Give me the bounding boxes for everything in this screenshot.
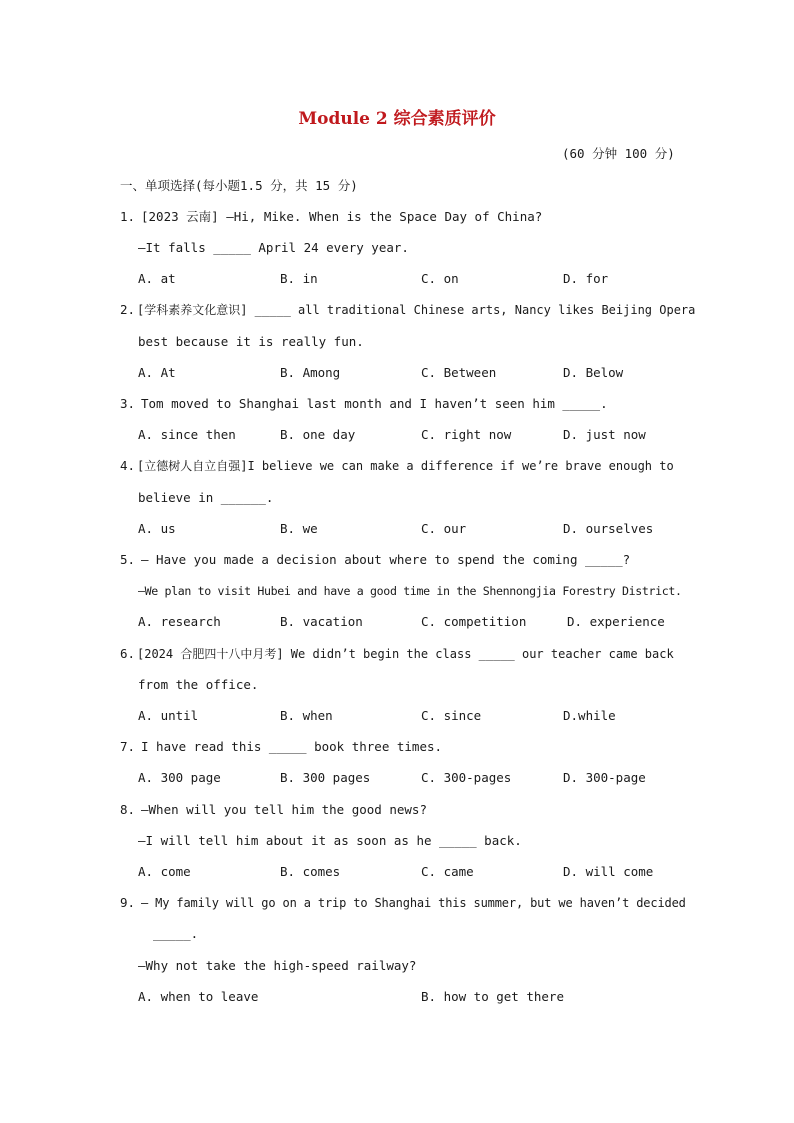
option-a: A. when to leave	[138, 989, 259, 1004]
option-d: D. experience	[567, 614, 665, 629]
option-b: B. comes	[280, 864, 341, 879]
option-a: A. since then	[138, 427, 236, 442]
option-a: A. us	[138, 521, 176, 536]
question-number: 9.	[120, 895, 136, 910]
option-b: B. when	[280, 708, 333, 723]
title-module: Module 2	[298, 109, 388, 129]
option-c: C. came	[421, 864, 474, 879]
option-d: D. 300-page	[563, 770, 646, 785]
option-a: A. at	[138, 271, 176, 286]
option-b: B. Among	[280, 365, 341, 380]
question-number: 3.	[120, 396, 136, 411]
option-a: A. 300 page	[138, 770, 221, 785]
question-number: 6.	[120, 646, 136, 661]
option-c: C. our	[421, 521, 467, 536]
option-d: D. for	[563, 271, 609, 286]
question-line: — My family will go on a trip to Shanghai this summer, but we haven’t decided	[141, 896, 686, 910]
question-line: Tom moved to Shanghai last month and I haven’t seen him _____.	[141, 396, 608, 411]
question-line: —I will tell him about it as soon as he _____ back.	[138, 833, 522, 848]
option-b: B. one day	[280, 427, 356, 442]
time-note: (60 分钟 100 分)	[562, 146, 675, 161]
question-line: —When will you tell him the good news?	[141, 802, 427, 817]
option-b: B. vacation	[280, 614, 363, 629]
title-chinese: 综合素质评价	[393, 109, 496, 129]
question-number: 1.	[120, 209, 136, 224]
question-line: _____.	[153, 926, 199, 941]
option-b: B. we	[280, 521, 318, 536]
option-c: C. competition	[421, 614, 527, 629]
option-b: B. how to get there	[421, 989, 564, 1004]
option-c: C. on	[421, 271, 459, 286]
question-line: [2023 云南] —Hi, Mike. When is the Space Day of China?	[141, 209, 543, 224]
option-d: D.while	[563, 708, 616, 723]
option-a: A. research	[138, 614, 221, 629]
option-d: D. will come	[563, 864, 654, 879]
question-number: 7.	[120, 739, 136, 754]
question-number: 4.	[120, 458, 136, 473]
question-line: from the office.	[138, 677, 259, 692]
question-line: —We plan to visit Hubei and have a good time in the Shennongjia Forestry District.	[138, 584, 682, 598]
question-line: —It falls _____ April 24 every year.	[138, 240, 409, 255]
option-a: A. until	[138, 708, 199, 723]
question-line: best because it is really fun.	[138, 334, 364, 349]
option-c: C. Between	[421, 365, 497, 380]
section-heading: 一、单项选择(每小题1.5 分，共 15 分)	[120, 178, 358, 193]
option-a: A. At	[138, 365, 176, 380]
question-line: I have read this _____ book three times.	[141, 739, 443, 754]
question-line: — Have you made a decision about where to spend the coming _____?	[141, 552, 631, 567]
option-b: B. in	[280, 271, 318, 286]
question-line: [学科素养文化意识] _____ all traditional Chinese arts, Nancy likes Beijing Opera	[137, 303, 696, 317]
question-line: [立德树人自立自强]I believe we can make a difference if we’re brave enough to	[137, 459, 674, 473]
option-c: C. right now	[421, 427, 512, 442]
page-title	[0, 104, 794, 129]
option-c: C. since	[421, 708, 482, 723]
option-c: C. 300-pages	[421, 770, 512, 785]
option-d: D. just now	[563, 427, 646, 442]
question-line: [2024 合肥四十八中月考] We didn’t begin the class _____ our teacher came back	[137, 647, 674, 661]
option-d: D. Below	[563, 365, 624, 380]
option-d: D. ourselves	[563, 521, 654, 536]
option-a: A. come	[138, 864, 191, 879]
option-b: B. 300 pages	[280, 770, 371, 785]
question-number: 8.	[120, 802, 136, 817]
question-line: believe in ______.	[138, 490, 274, 505]
question-number: 2.	[120, 302, 136, 317]
question-line: —Why not take the high-speed railway?	[138, 958, 417, 973]
question-number: 5.	[120, 552, 136, 567]
